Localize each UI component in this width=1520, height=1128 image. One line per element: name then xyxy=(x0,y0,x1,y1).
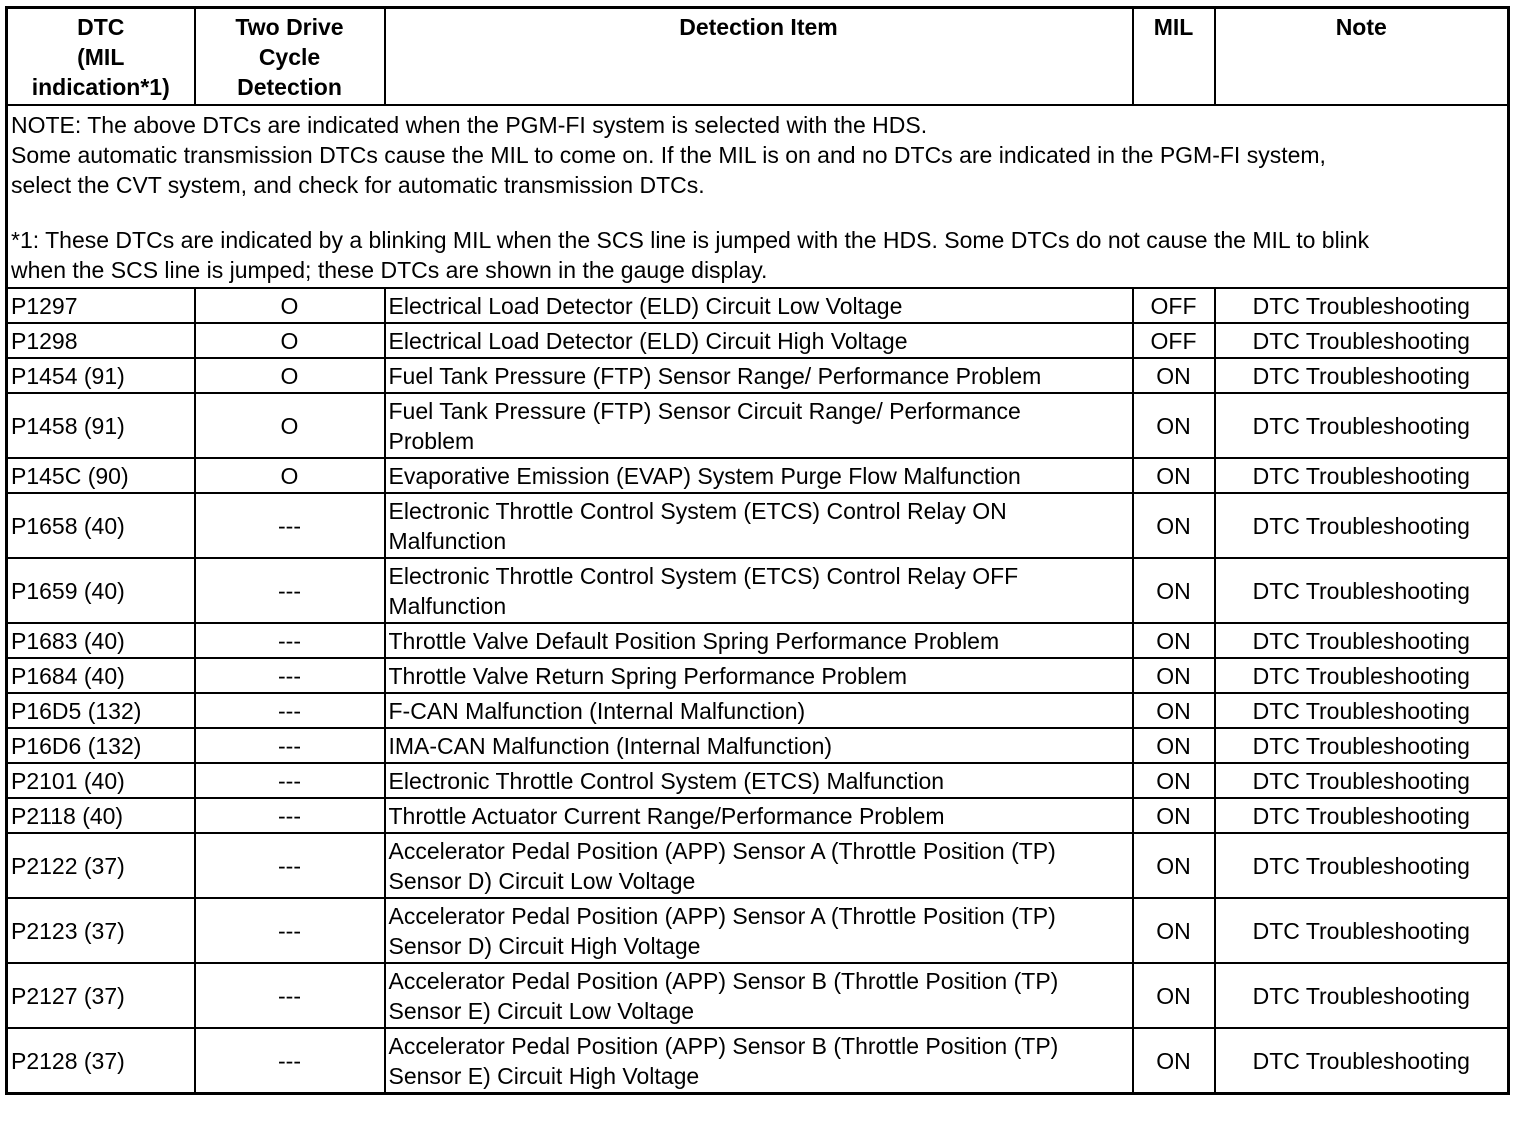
two-drive-cell: --- xyxy=(195,798,385,833)
dtc-code-cell: P2127 (37) xyxy=(7,963,195,1028)
detection-item-line: Electronic Throttle Control System (ETCS) Control Relay ON xyxy=(388,497,1007,524)
note-cell: DTC Troubleshooting xyxy=(1215,1028,1509,1094)
header-dtc-line: DTC xyxy=(77,14,125,40)
mil-cell: ON xyxy=(1133,798,1215,833)
detection-item-cell xyxy=(385,288,1133,323)
note-cell: DTC Troubleshooting xyxy=(1215,623,1509,658)
header-dtc-line: (MIL xyxy=(77,44,125,70)
dtc-code-cell: P16D6 (132) xyxy=(7,728,195,763)
detection-item-line: Accelerator Pedal Position (APP) Sensor B (Throttle Position (TP) xyxy=(388,1032,1059,1059)
mil-cell: ON xyxy=(1133,658,1215,693)
table-row xyxy=(7,458,1509,493)
note-cell: DTC Troubleshooting xyxy=(1215,798,1509,833)
mil-cell: ON xyxy=(1133,458,1215,493)
detection-item-cell xyxy=(385,898,1133,963)
note-cell: DTC Troubleshooting xyxy=(1215,493,1509,558)
note-row xyxy=(7,105,1509,288)
dtc-table-container xyxy=(5,6,1510,1095)
note-cell: DTC Troubleshooting xyxy=(1215,728,1509,763)
detection-item-line: Problem xyxy=(388,427,475,454)
table-row xyxy=(7,728,1509,763)
dtc-code-cell: P1297 xyxy=(7,288,195,323)
mil-cell: ON xyxy=(1133,558,1215,623)
dtc-code-cell: P2123 (37) xyxy=(7,898,195,963)
detection-item-line: Throttle Valve Default Position Spring Performance Problem xyxy=(388,627,1000,654)
dtc-code-cell: P1683 (40) xyxy=(7,623,195,658)
detection-item-line: Malfunction xyxy=(388,527,507,554)
mil-cell: ON xyxy=(1133,728,1215,763)
detection-item-cell xyxy=(385,963,1133,1028)
dtc-table xyxy=(5,6,1510,1095)
detection-item-line: Accelerator Pedal Position (APP) Sensor A (Throttle Position (TP) xyxy=(388,837,1056,864)
table-row xyxy=(7,898,1509,963)
detection-item-cell xyxy=(385,1028,1133,1094)
note-line: when the SCS line is jumped; these DTCs are shown in the gauge display. xyxy=(11,257,768,283)
dtc-code-cell: P1458 (91) xyxy=(7,393,195,458)
dtc-code-cell: P2122 (37) xyxy=(7,833,195,898)
header-dtc-line: indication*1) xyxy=(31,74,170,100)
detection-item-cell xyxy=(385,728,1133,763)
two-drive-cell: --- xyxy=(195,1028,385,1094)
two-drive-cell: O xyxy=(195,323,385,358)
detection-item-line: Fuel Tank Pressure (FTP) Sensor Circuit Range/ Performance xyxy=(388,397,1021,424)
detection-item-line: Electronic Throttle Control System (ETCS) Control Relay OFF xyxy=(388,562,1019,589)
table-row xyxy=(7,798,1509,833)
detection-item-cell xyxy=(385,623,1133,658)
mil-cell: ON xyxy=(1133,763,1215,798)
mil-cell: ON xyxy=(1133,693,1215,728)
two-drive-cell: --- xyxy=(195,833,385,898)
two-drive-cell: O xyxy=(195,458,385,493)
two-drive-cell: --- xyxy=(195,898,385,963)
note-cell: DTC Troubleshooting xyxy=(1215,358,1509,393)
header-row xyxy=(7,8,1509,106)
dtc-code-cell: P2101 (40) xyxy=(7,763,195,798)
detection-item-line: Accelerator Pedal Position (APP) Sensor B (Throttle Position (TP) xyxy=(388,967,1059,994)
two-drive-cell: --- xyxy=(195,558,385,623)
two-drive-cell: --- xyxy=(195,658,385,693)
detection-item-line: F-CAN Malfunction (Internal Malfunction) xyxy=(388,697,806,724)
table-row xyxy=(7,833,1509,898)
detection-item-line: IMA-CAN Malfunction (Internal Malfunction) xyxy=(388,732,833,759)
mil-cell: ON xyxy=(1133,393,1215,458)
note-line: Some automatic transmission DTCs cause the MIL to come on. If the MIL is on and no DTCs are indicated in the PGM-FI system, xyxy=(11,142,1326,168)
dtc-code-cell: P2118 (40) xyxy=(7,798,195,833)
detection-item-cell xyxy=(385,693,1133,728)
detection-item-cell xyxy=(385,358,1133,393)
two-drive-cell: O xyxy=(195,358,385,393)
detection-item-line: Fuel Tank Pressure (FTP) Sensor Range/ Performance Problem xyxy=(388,362,1042,389)
note-block xyxy=(7,105,1509,288)
note-cell: DTC Troubleshooting xyxy=(1215,288,1509,323)
note-cell: DTC Troubleshooting xyxy=(1215,458,1509,493)
two-drive-cell: --- xyxy=(195,493,385,558)
note-cell: DTC Troubleshooting xyxy=(1215,898,1509,963)
detection-item-cell xyxy=(385,393,1133,458)
note-line: select the CVT system, and check for automatic transmission DTCs. xyxy=(11,172,705,198)
header-two-drive-line: Detection xyxy=(237,74,342,100)
detection-item-line: Accelerator Pedal Position (APP) Sensor A (Throttle Position (TP) xyxy=(388,902,1056,929)
header-note: Note xyxy=(1215,8,1509,106)
two-drive-cell: --- xyxy=(195,763,385,798)
note-cell: DTC Troubleshooting xyxy=(1215,693,1509,728)
header-two-drive-line: Cycle xyxy=(258,44,321,70)
two-drive-cell: --- xyxy=(195,963,385,1028)
detection-item-line: Evaporative Emission (EVAP) System Purge Flow Malfunction xyxy=(388,462,1021,489)
table-row xyxy=(7,358,1509,393)
header-detection-item: Detection Item xyxy=(385,8,1133,106)
dtc-code-cell: P1659 (40) xyxy=(7,558,195,623)
note-cell: DTC Troubleshooting xyxy=(1215,963,1509,1028)
dtc-code-cell: P1684 (40) xyxy=(7,658,195,693)
detection-item-cell xyxy=(385,323,1133,358)
detection-item-line: Sensor E) Circuit High Voltage xyxy=(388,1062,700,1089)
detection-item-line: Electronic Throttle Control System (ETCS) Malfunction xyxy=(388,767,945,794)
table-row xyxy=(7,1028,1509,1094)
mil-cell: ON xyxy=(1133,833,1215,898)
dtc-code-cell: P2128 (37) xyxy=(7,1028,195,1094)
detection-item-cell xyxy=(385,833,1133,898)
detection-item-line: Malfunction xyxy=(388,592,507,619)
note-cell: DTC Troubleshooting xyxy=(1215,393,1509,458)
note-cell: DTC Troubleshooting xyxy=(1215,558,1509,623)
note-cell: DTC Troubleshooting xyxy=(1215,323,1509,358)
detection-item-line: Sensor D) Circuit Low Voltage xyxy=(388,867,696,894)
dtc-code-cell: P16D5 (132) xyxy=(7,693,195,728)
table-row xyxy=(7,393,1509,458)
header-two-drive-line: Two Drive xyxy=(235,14,344,40)
header-two-drive xyxy=(195,8,385,106)
note-cell: DTC Troubleshooting xyxy=(1215,833,1509,898)
detection-item-cell xyxy=(385,493,1133,558)
table-row xyxy=(7,693,1509,728)
detection-item-line: Electrical Load Detector (ELD) Circuit Low Voltage xyxy=(388,292,903,319)
mil-cell: OFF xyxy=(1133,323,1215,358)
table-row xyxy=(7,558,1509,623)
mil-cell: ON xyxy=(1133,898,1215,963)
table-row xyxy=(7,493,1509,558)
two-drive-cell: O xyxy=(195,288,385,323)
detection-item-line: Sensor E) Circuit Low Voltage xyxy=(388,997,695,1024)
table-row xyxy=(7,323,1509,358)
mil-cell: ON xyxy=(1133,1028,1215,1094)
detection-item-cell xyxy=(385,558,1133,623)
dtc-code-cell: P1658 (40) xyxy=(7,493,195,558)
note-cell: DTC Troubleshooting xyxy=(1215,763,1509,798)
header-mil: MIL xyxy=(1133,8,1215,106)
dtc-code-cell: P145C (90) xyxy=(7,458,195,493)
detection-item-cell xyxy=(385,658,1133,693)
detection-item-line: Throttle Valve Return Spring Performance Problem xyxy=(388,662,908,689)
two-drive-cell: --- xyxy=(195,728,385,763)
table-row xyxy=(7,963,1509,1028)
mil-cell: ON xyxy=(1133,493,1215,558)
dtc-code-cell: P1298 xyxy=(7,323,195,358)
mil-cell: ON xyxy=(1133,623,1215,658)
dtc-code-cell: P1454 (91) xyxy=(7,358,195,393)
note-line: NOTE: The above DTCs are indicated when the PGM-FI system is selected with the HDS. xyxy=(11,112,928,138)
detection-item-cell xyxy=(385,798,1133,833)
table-row xyxy=(7,288,1509,323)
detection-item-line: Sensor D) Circuit High Voltage xyxy=(388,932,701,959)
mil-cell: ON xyxy=(1133,358,1215,393)
header-dtc xyxy=(7,8,195,106)
table-row xyxy=(7,763,1509,798)
note-spacer xyxy=(11,200,1504,225)
two-drive-cell: --- xyxy=(195,693,385,728)
two-drive-cell: --- xyxy=(195,623,385,658)
table-row xyxy=(7,623,1509,658)
detection-item-line: Electrical Load Detector (ELD) Circuit High Voltage xyxy=(388,327,908,354)
note-line: *1: These DTCs are indicated by a blinking MIL when the SCS line is jumped with the HDS. Some DTCs do not cause the MIL to blink xyxy=(11,227,1370,253)
detection-item-cell xyxy=(385,763,1133,798)
two-drive-cell: O xyxy=(195,393,385,458)
note-cell: DTC Troubleshooting xyxy=(1215,658,1509,693)
table-row xyxy=(7,658,1509,693)
detection-item-cell xyxy=(385,458,1133,493)
mil-cell: OFF xyxy=(1133,288,1215,323)
mil-cell: ON xyxy=(1133,963,1215,1028)
detection-item-line: Throttle Actuator Current Range/Performance Problem xyxy=(388,802,945,829)
